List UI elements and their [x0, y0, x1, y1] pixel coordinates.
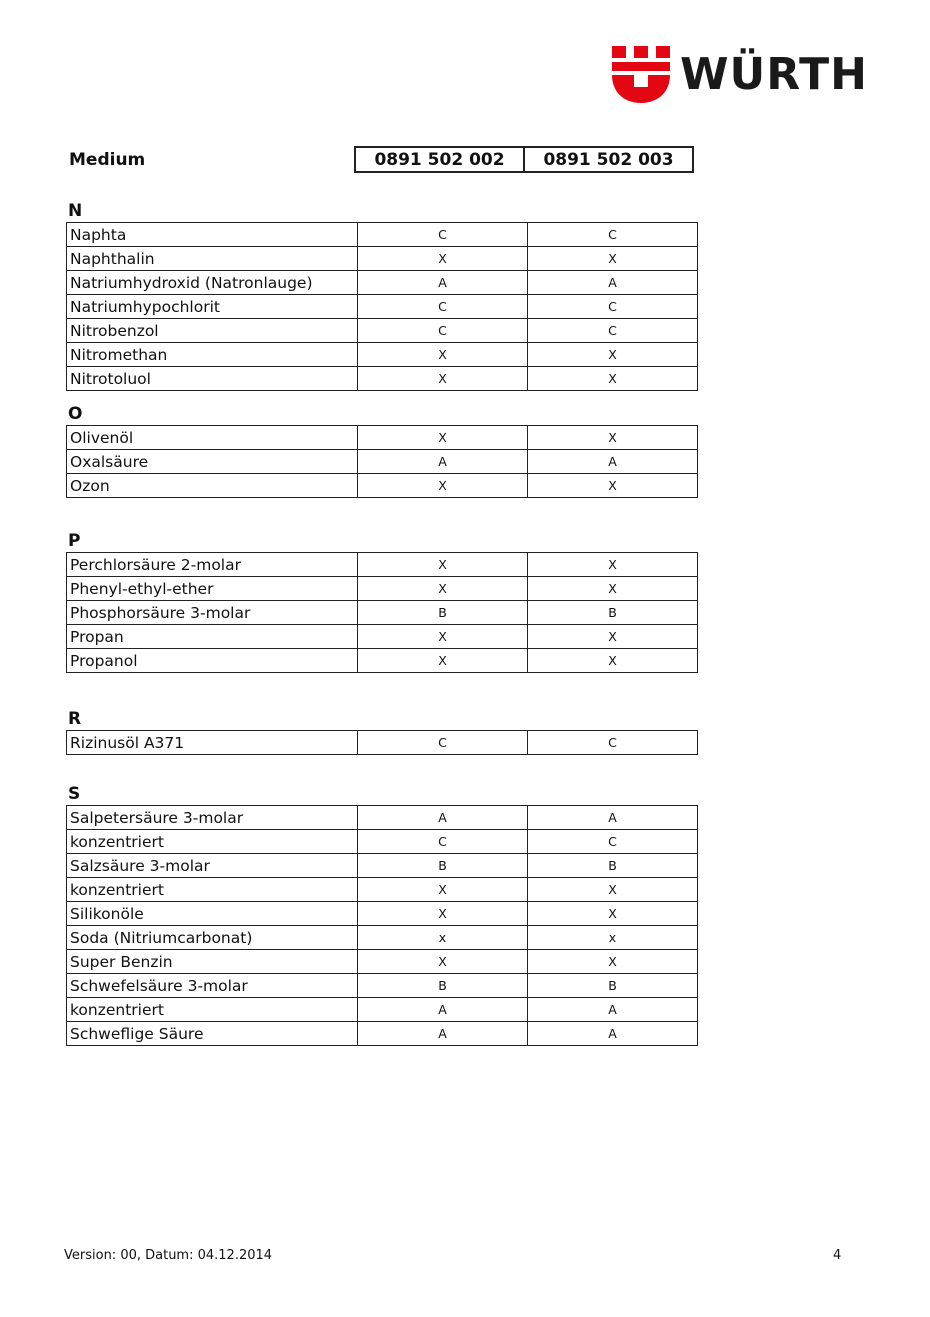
table-row [67, 878, 698, 902]
footer-version: Version: 00, Datum: 04.12.2014 [64, 1248, 273, 1263]
resistance-table [66, 730, 698, 755]
section-s [66, 784, 698, 1046]
table-row [67, 950, 698, 974]
medium-name: Schwefelsäure 3-molar [67, 974, 358, 998]
rating-0891-502-002: X [358, 950, 528, 974]
rating-0891-502-002: X [358, 625, 528, 649]
rating-0891-502-002: x [358, 926, 528, 950]
rating-0891-502-003: X [528, 367, 698, 391]
table-row [67, 926, 698, 950]
medium-name: konzentriert [67, 830, 358, 854]
rating-0891-502-002: X [358, 649, 528, 673]
rating-0891-502-002: X [358, 474, 528, 498]
medium-name: Phenyl-ethyl-ether [67, 577, 358, 601]
rating-0891-502-003: X [528, 577, 698, 601]
section-letter: R [68, 709, 82, 729]
rating-0891-502-003: B [528, 854, 698, 878]
rating-0891-502-003: C [528, 223, 698, 247]
table-row [67, 271, 698, 295]
rating-0891-502-002: C [358, 319, 528, 343]
section-letter: O [68, 404, 83, 424]
rating-0891-502-003: X [528, 474, 698, 498]
medium-name: Super Benzin [67, 950, 358, 974]
section-letter: P [68, 531, 81, 551]
table-row [67, 577, 698, 601]
table-row [67, 553, 698, 577]
rating-0891-502-003: B [528, 601, 698, 625]
section-p [66, 531, 698, 673]
rating-0891-502-002: C [358, 295, 528, 319]
rating-0891-502-002: X [358, 553, 528, 577]
rating-0891-502-002: A [358, 271, 528, 295]
rating-0891-502-003: C [528, 295, 698, 319]
rating-0891-502-003: X [528, 902, 698, 926]
table-row [67, 902, 698, 926]
rating-0891-502-003: A [528, 271, 698, 295]
wurth-logo [612, 46, 867, 104]
medium-name: Oxalsäure [67, 450, 358, 474]
table-row [67, 1022, 698, 1046]
medium-name: Propanol [67, 649, 358, 673]
rating-0891-502-002: X [358, 247, 528, 271]
table-row [67, 625, 698, 649]
medium-name: Soda (Nitriumcarbonat) [67, 926, 358, 950]
medium-name: Naphthalin [67, 247, 358, 271]
medium-name: konzentriert [67, 998, 358, 1022]
rating-0891-502-002: C [358, 830, 528, 854]
product-header [354, 146, 694, 173]
rating-0891-502-002: B [358, 601, 528, 625]
rating-0891-502-002: A [358, 998, 528, 1022]
resistance-table [66, 805, 698, 1046]
rating-0891-502-002: X [358, 343, 528, 367]
medium-name: Phosphorsäure 3-molar [67, 601, 358, 625]
medium-name: Nitromethan [67, 343, 358, 367]
rating-0891-502-002: B [358, 974, 528, 998]
medium-name: Naphta [67, 223, 358, 247]
table-row [67, 295, 698, 319]
section-o [66, 404, 698, 498]
rating-0891-502-003: X [528, 625, 698, 649]
medium-header: Medium [69, 150, 146, 170]
table-row [67, 854, 698, 878]
rating-0891-502-002: C [358, 223, 528, 247]
table-row [67, 998, 698, 1022]
rating-0891-502-002: X [358, 426, 528, 450]
rating-0891-502-003: B [528, 974, 698, 998]
rating-0891-502-003: A [528, 1022, 698, 1046]
resistance-table [66, 222, 698, 391]
table-row [67, 450, 698, 474]
medium-name: Natriumhypochlorit [67, 295, 358, 319]
rating-0891-502-002: A [358, 450, 528, 474]
section-r [66, 709, 698, 755]
rating-0891-502-002: X [358, 577, 528, 601]
rating-0891-502-002: C [358, 731, 528, 755]
wurth-logo-mark [612, 46, 672, 104]
rating-0891-502-003: A [528, 450, 698, 474]
table-row [67, 806, 698, 830]
section-letter: S [68, 784, 81, 804]
medium-name: Salpetersäure 3-molar [67, 806, 358, 830]
medium-name: Propan [67, 625, 358, 649]
resistance-table [66, 425, 698, 498]
table-row [67, 974, 698, 998]
brand-name: WÜRTH [680, 49, 869, 100]
resistance-table [66, 552, 698, 673]
section-n [66, 201, 698, 391]
medium-name: Olivenöl [67, 426, 358, 450]
medium-name: Silikonöle [67, 902, 358, 926]
rating-0891-502-002: A [358, 1022, 528, 1046]
section-letter: N [68, 201, 83, 221]
table-row [67, 426, 698, 450]
rating-0891-502-003: X [528, 878, 698, 902]
table-row [67, 474, 698, 498]
medium-name: konzentriert [67, 878, 358, 902]
rating-0891-502-003: C [528, 731, 698, 755]
table-row [67, 319, 698, 343]
table-row [67, 601, 698, 625]
rating-0891-502-002: A [358, 806, 528, 830]
rating-0891-502-002: X [358, 878, 528, 902]
rating-0891-502-003: C [528, 830, 698, 854]
rating-0891-502-003: X [528, 343, 698, 367]
table-row [67, 649, 698, 673]
rating-0891-502-003: C [528, 319, 698, 343]
medium-name: Nitrobenzol [67, 319, 358, 343]
medium-name: Salzsäure 3-molar [67, 854, 358, 878]
table-row [67, 367, 698, 391]
table-row [67, 247, 698, 271]
table-row [67, 343, 698, 367]
medium-name: Rizinusöl A371 [67, 731, 358, 755]
table-row [67, 830, 698, 854]
rating-0891-502-003: X [528, 426, 698, 450]
medium-name: Perchlorsäure 2-molar [67, 553, 358, 577]
rating-0891-502-003: X [528, 553, 698, 577]
medium-name: Schweflige Säure [67, 1022, 358, 1046]
page-number: 4 [833, 1248, 842, 1263]
rating-0891-502-002: X [358, 902, 528, 926]
medium-name: Ozon [67, 474, 358, 498]
table-row [67, 731, 698, 755]
rating-0891-502-002: B [358, 854, 528, 878]
rating-0891-502-003: x [528, 926, 698, 950]
table-row [67, 223, 698, 247]
medium-name: Nitrotoluol [67, 367, 358, 391]
product-col-1: 0891 502 002 [355, 147, 524, 172]
rating-0891-502-002: X [358, 367, 528, 391]
rating-0891-502-003: X [528, 247, 698, 271]
product-col-2: 0891 502 003 [524, 147, 693, 172]
rating-0891-502-003: A [528, 806, 698, 830]
rating-0891-502-003: A [528, 998, 698, 1022]
rating-0891-502-003: X [528, 649, 698, 673]
rating-0891-502-003: X [528, 950, 698, 974]
medium-name: Natriumhydroxid (Natronlauge) [67, 271, 358, 295]
